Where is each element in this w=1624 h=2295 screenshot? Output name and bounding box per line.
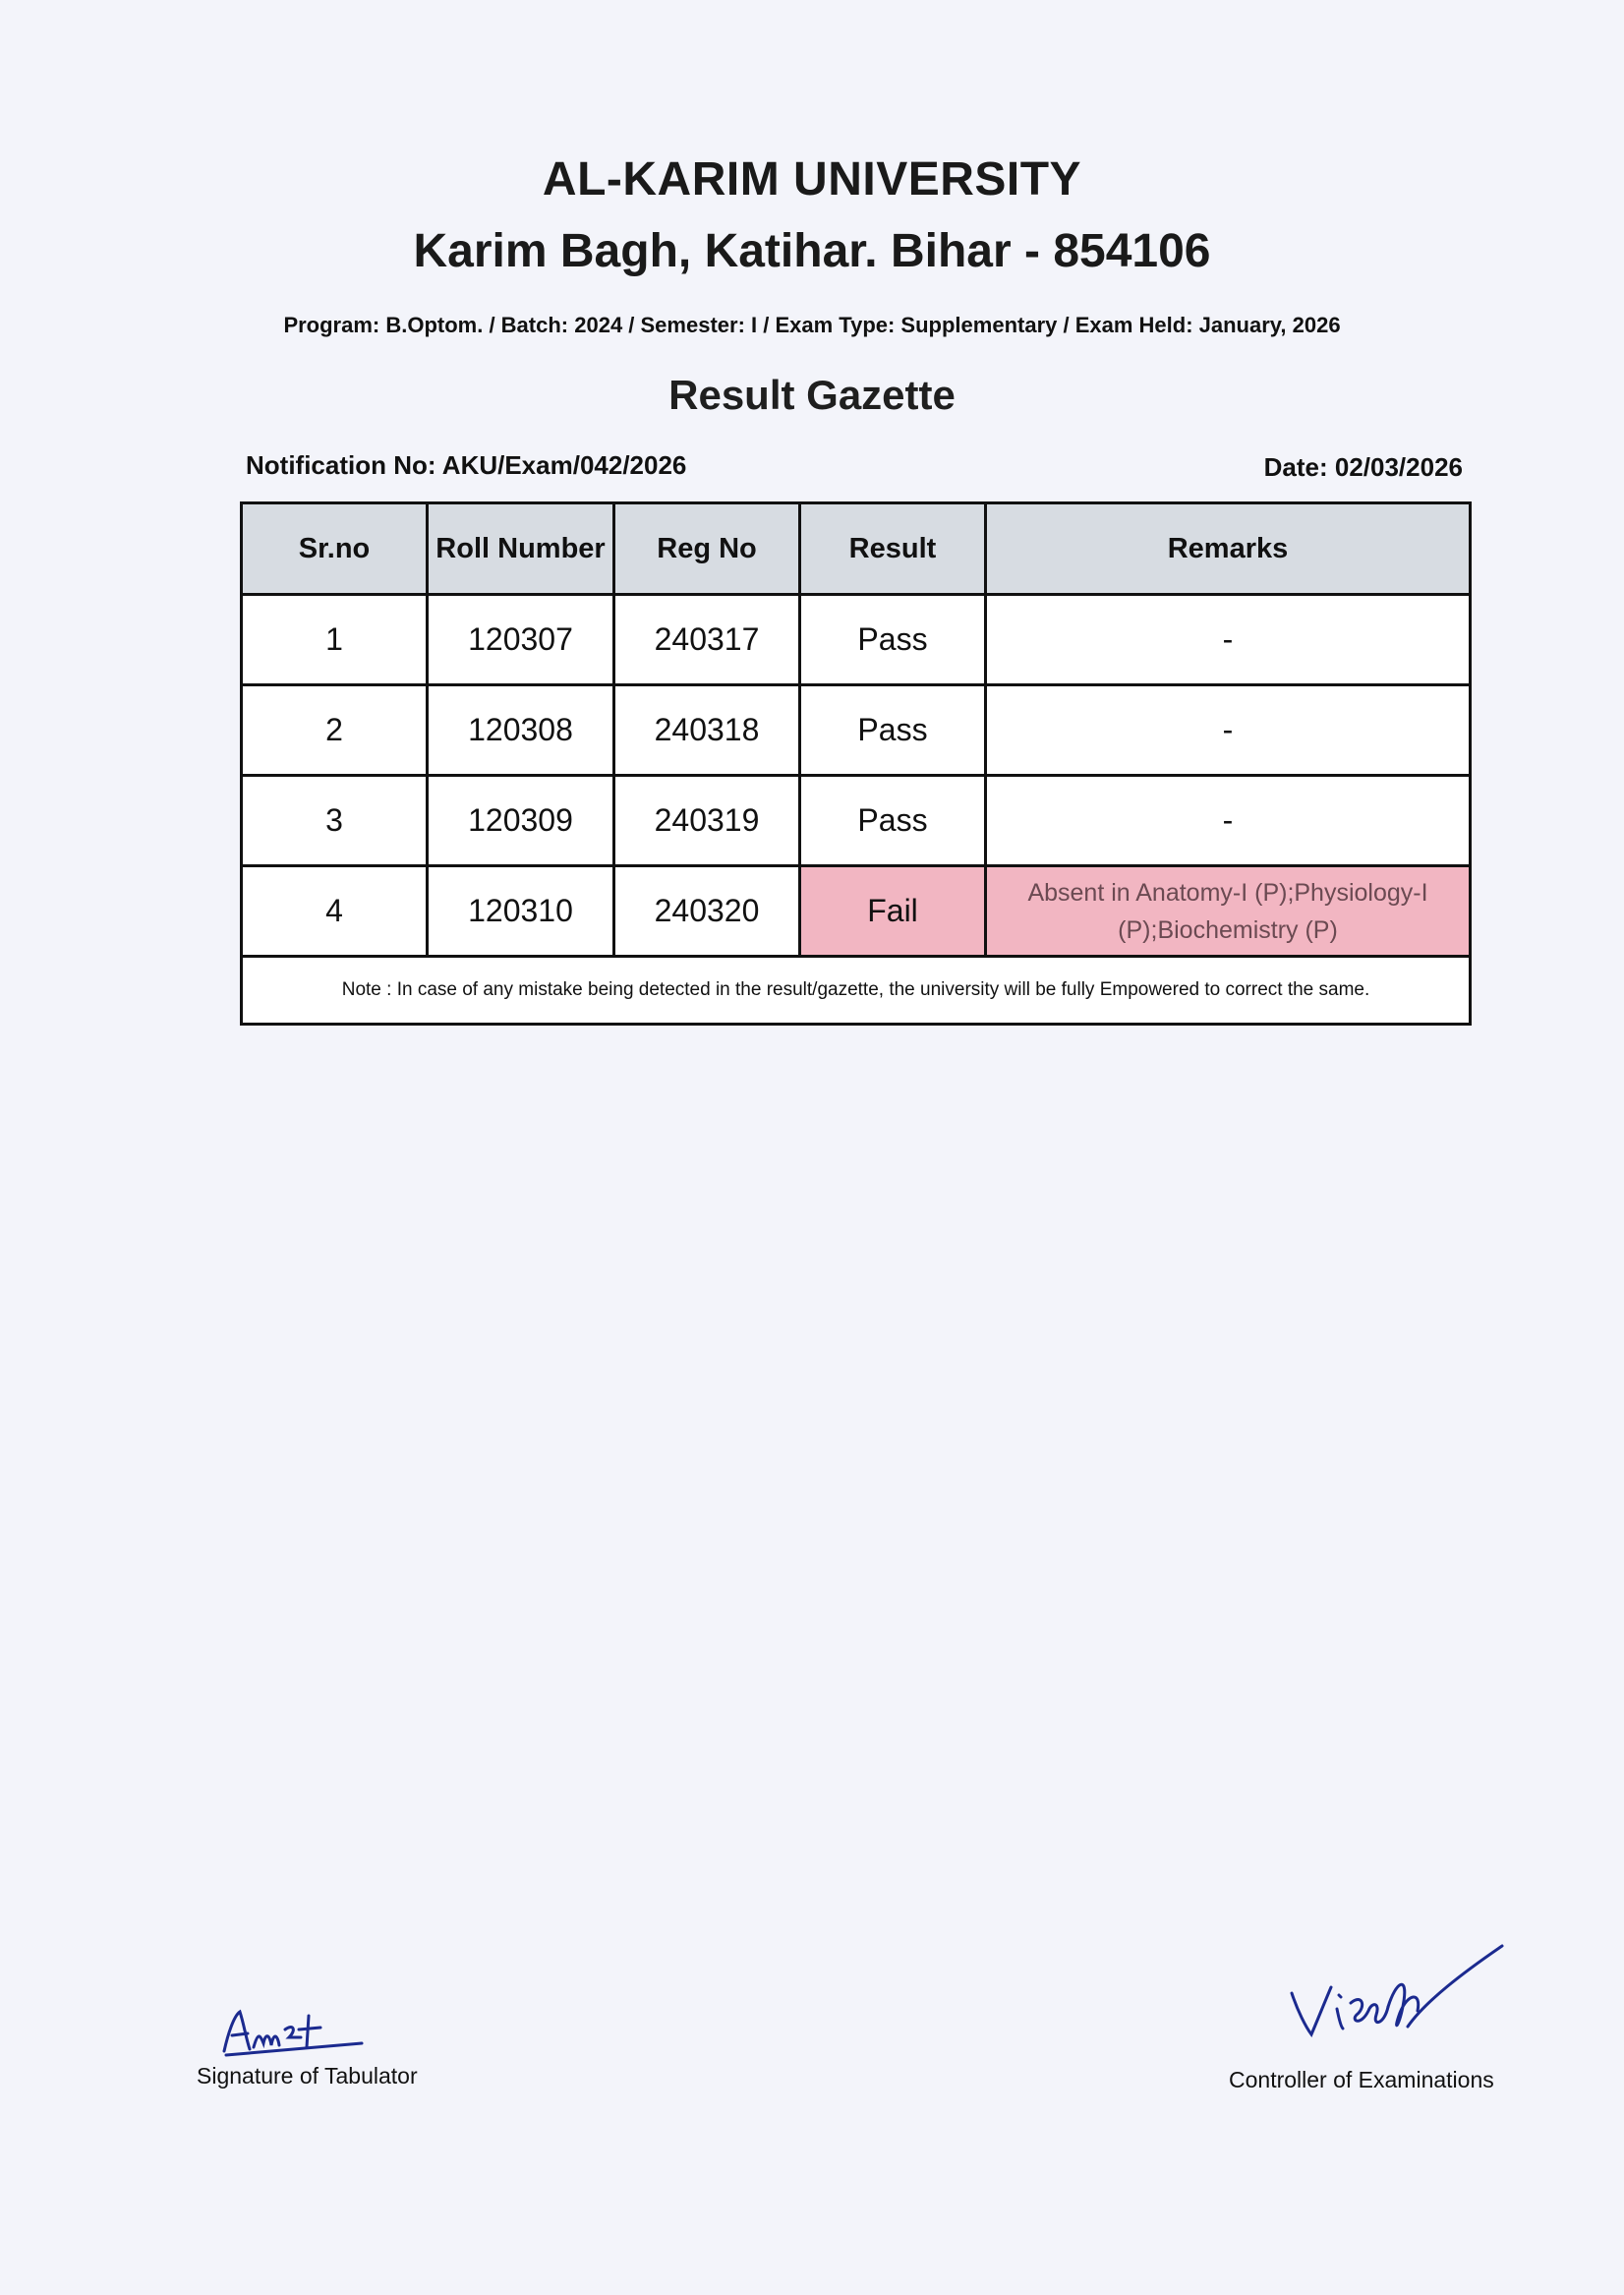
document-title: Result Gazette <box>668 372 956 418</box>
column-header-result: Result <box>800 503 986 595</box>
disclaimer-note: Note : In case of any mistake being detected in the result/gazette, the university will be fully Empowered to correct the same. <box>242 957 1471 1025</box>
cell-result: Pass <box>800 776 986 866</box>
cell-reg-no: 240318 <box>614 685 800 776</box>
cell-remarks: - <box>986 685 1471 776</box>
program-details: Program: B.Optom. / Batch: 2024 / Semester: I / Exam Type: Supplementary / Exam Held: January, 2026 <box>283 313 1341 337</box>
cell-srno: 3 <box>242 776 428 866</box>
cell-roll-number: 120310 <box>428 866 614 957</box>
column-header-remarks: Remarks <box>986 503 1471 595</box>
notification-number: Notification No: AKU/Exam/042/2026 <box>246 450 687 480</box>
note-row <box>242 957 1471 1025</box>
column-header-srno: Sr.no <box>242 503 428 595</box>
cell-result: Pass <box>800 595 986 685</box>
tabulator-signature <box>214 2004 391 2059</box>
cell-result: Pass <box>800 685 986 776</box>
cell-roll-number: 120308 <box>428 685 614 776</box>
cell-roll-number: 120309 <box>428 776 614 866</box>
table-row <box>242 595 1471 685</box>
cell-reg-no: 240320 <box>614 866 800 957</box>
university-name: AL-KARIM UNIVERSITY <box>542 153 1082 206</box>
tabulator-signature-label: Signature of Tabulator <box>197 2063 418 2089</box>
controller-signature-label: Controller of Examinations <box>1229 2067 1494 2092</box>
cell-remarks: - <box>986 595 1471 685</box>
cell-remarks-fail: Absent in Anatomy-I (P);Physiology-I (P);Biochemistry (P) <box>986 866 1471 957</box>
table-row <box>242 685 1471 776</box>
cell-srno: 1 <box>242 595 428 685</box>
cell-result-fail: Fail <box>800 866 986 957</box>
column-header-reg-no: Reg No <box>614 503 800 595</box>
controller-signature <box>1278 1932 1514 2070</box>
cell-roll-number: 120307 <box>428 595 614 685</box>
cell-remarks: - <box>986 776 1471 866</box>
table-row <box>242 776 1471 866</box>
table-row <box>242 866 1471 957</box>
cell-reg-no: 240317 <box>614 595 800 685</box>
column-header-roll-number: Roll Number <box>428 503 614 595</box>
cell-srno: 2 <box>242 685 428 776</box>
results-table <box>240 501 1472 1026</box>
cell-reg-no: 240319 <box>614 776 800 866</box>
university-address: Karim Bagh, Katihar. Bihar - 854106 <box>413 225 1211 277</box>
table-header-row <box>242 503 1471 595</box>
cell-srno: 4 <box>242 866 428 957</box>
notification-date: Date: 02/03/2026 <box>1263 452 1463 482</box>
